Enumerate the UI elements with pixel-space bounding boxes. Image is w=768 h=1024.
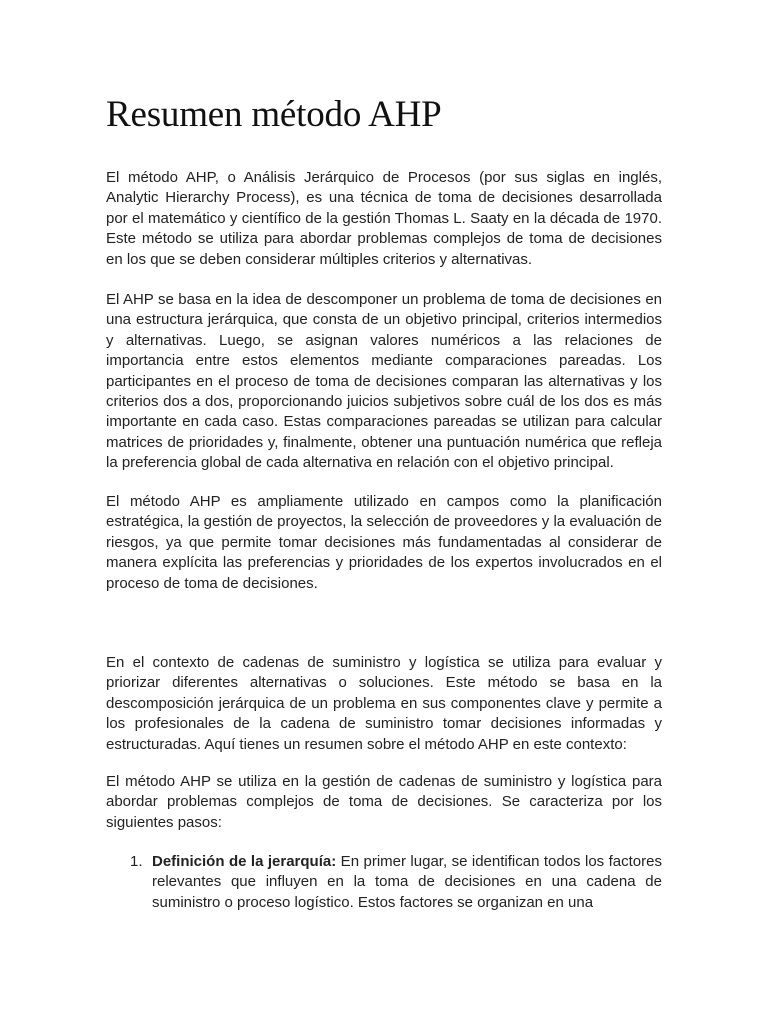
paragraph-applications: El método AHP es ampliamente utilizado en campos como la planificación estratégica, la gestión de proyectos, la selección de proveedores y la evaluación de riesgos, ya que permite tomar decisiones más fundamentadas al considerar de manera explícita las preferencias y prioridades de los expertos involucrados en el proceso de toma de decisiones.	[106, 493, 662, 592]
page-title: Resumen método AHP	[106, 94, 442, 135]
paragraph-intro: El método AHP, o Análisis Jerárquico de Procesos (por sus siglas en inglés, Analytic Hierarchy Process), es una técnica de toma de decisiones desarrollada por el matemático y científico de la gestión Thomas L. Saaty en la década de 1970. Este método se utiliza para abordar problemas complejos de toma de decisiones en los que se deben considerar múltiples criterios y alternativas.	[106, 169, 662, 268]
list-item-text: En primer lugar, se identifican todos los factores relevantes que influyen en la toma de decisiones en una cadena de suministro o proceso logístico. Estos factores se organizan en una	[152, 853, 662, 911]
paragraph-structure: El AHP se basa en la idea de descomponer un problema de toma de decisiones en una estructura jerárquica, que consta de un objetivo principal, criterios intermedios y alternativas. Luego, se asignan valores numéricos a las relaciones de importancia entre estos elementos mediante comparaciones pareadas. Los participantes en el proceso de toma de decisiones comparan las alternativas y los criterios dos a dos, proporcionando juicios subjetivos sobre cuál de los dos es más importante en cada caso. Estas comparaciones pareadas se utilizan para calcular matrices de prioridades y, finalmente, obtener una puntuación numérica que refleja la preferencia global de cada alternativa en relación con el objetivo principal.	[106, 291, 662, 472]
list-item-number: 1.	[130, 853, 143, 870]
paragraph-steps-intro: El método AHP se utiliza en la gestión de cadenas de suministro y logística para abordar problemas complejos de toma de decisiones. Se caracteriza por los siguientes pasos:	[106, 773, 662, 831]
list-item-heading: Definición de la jerarquía:	[152, 853, 337, 870]
paragraph-supply-chain-context: En el contexto de cadenas de suministro y logística se utiliza para evaluar y priorizar diferentes alternativas o soluciones. Este método se basa en la descomposición jerárquica de un problema en sus componentes clave y permite a los profesionales de la cadena de suministro tomar decisiones informadas y estructuradas. Aquí tienes un resumen sobre el método AHP en este contexto:	[106, 654, 662, 753]
steps-list	[106, 852, 662, 913]
list-item	[106, 852, 662, 913]
